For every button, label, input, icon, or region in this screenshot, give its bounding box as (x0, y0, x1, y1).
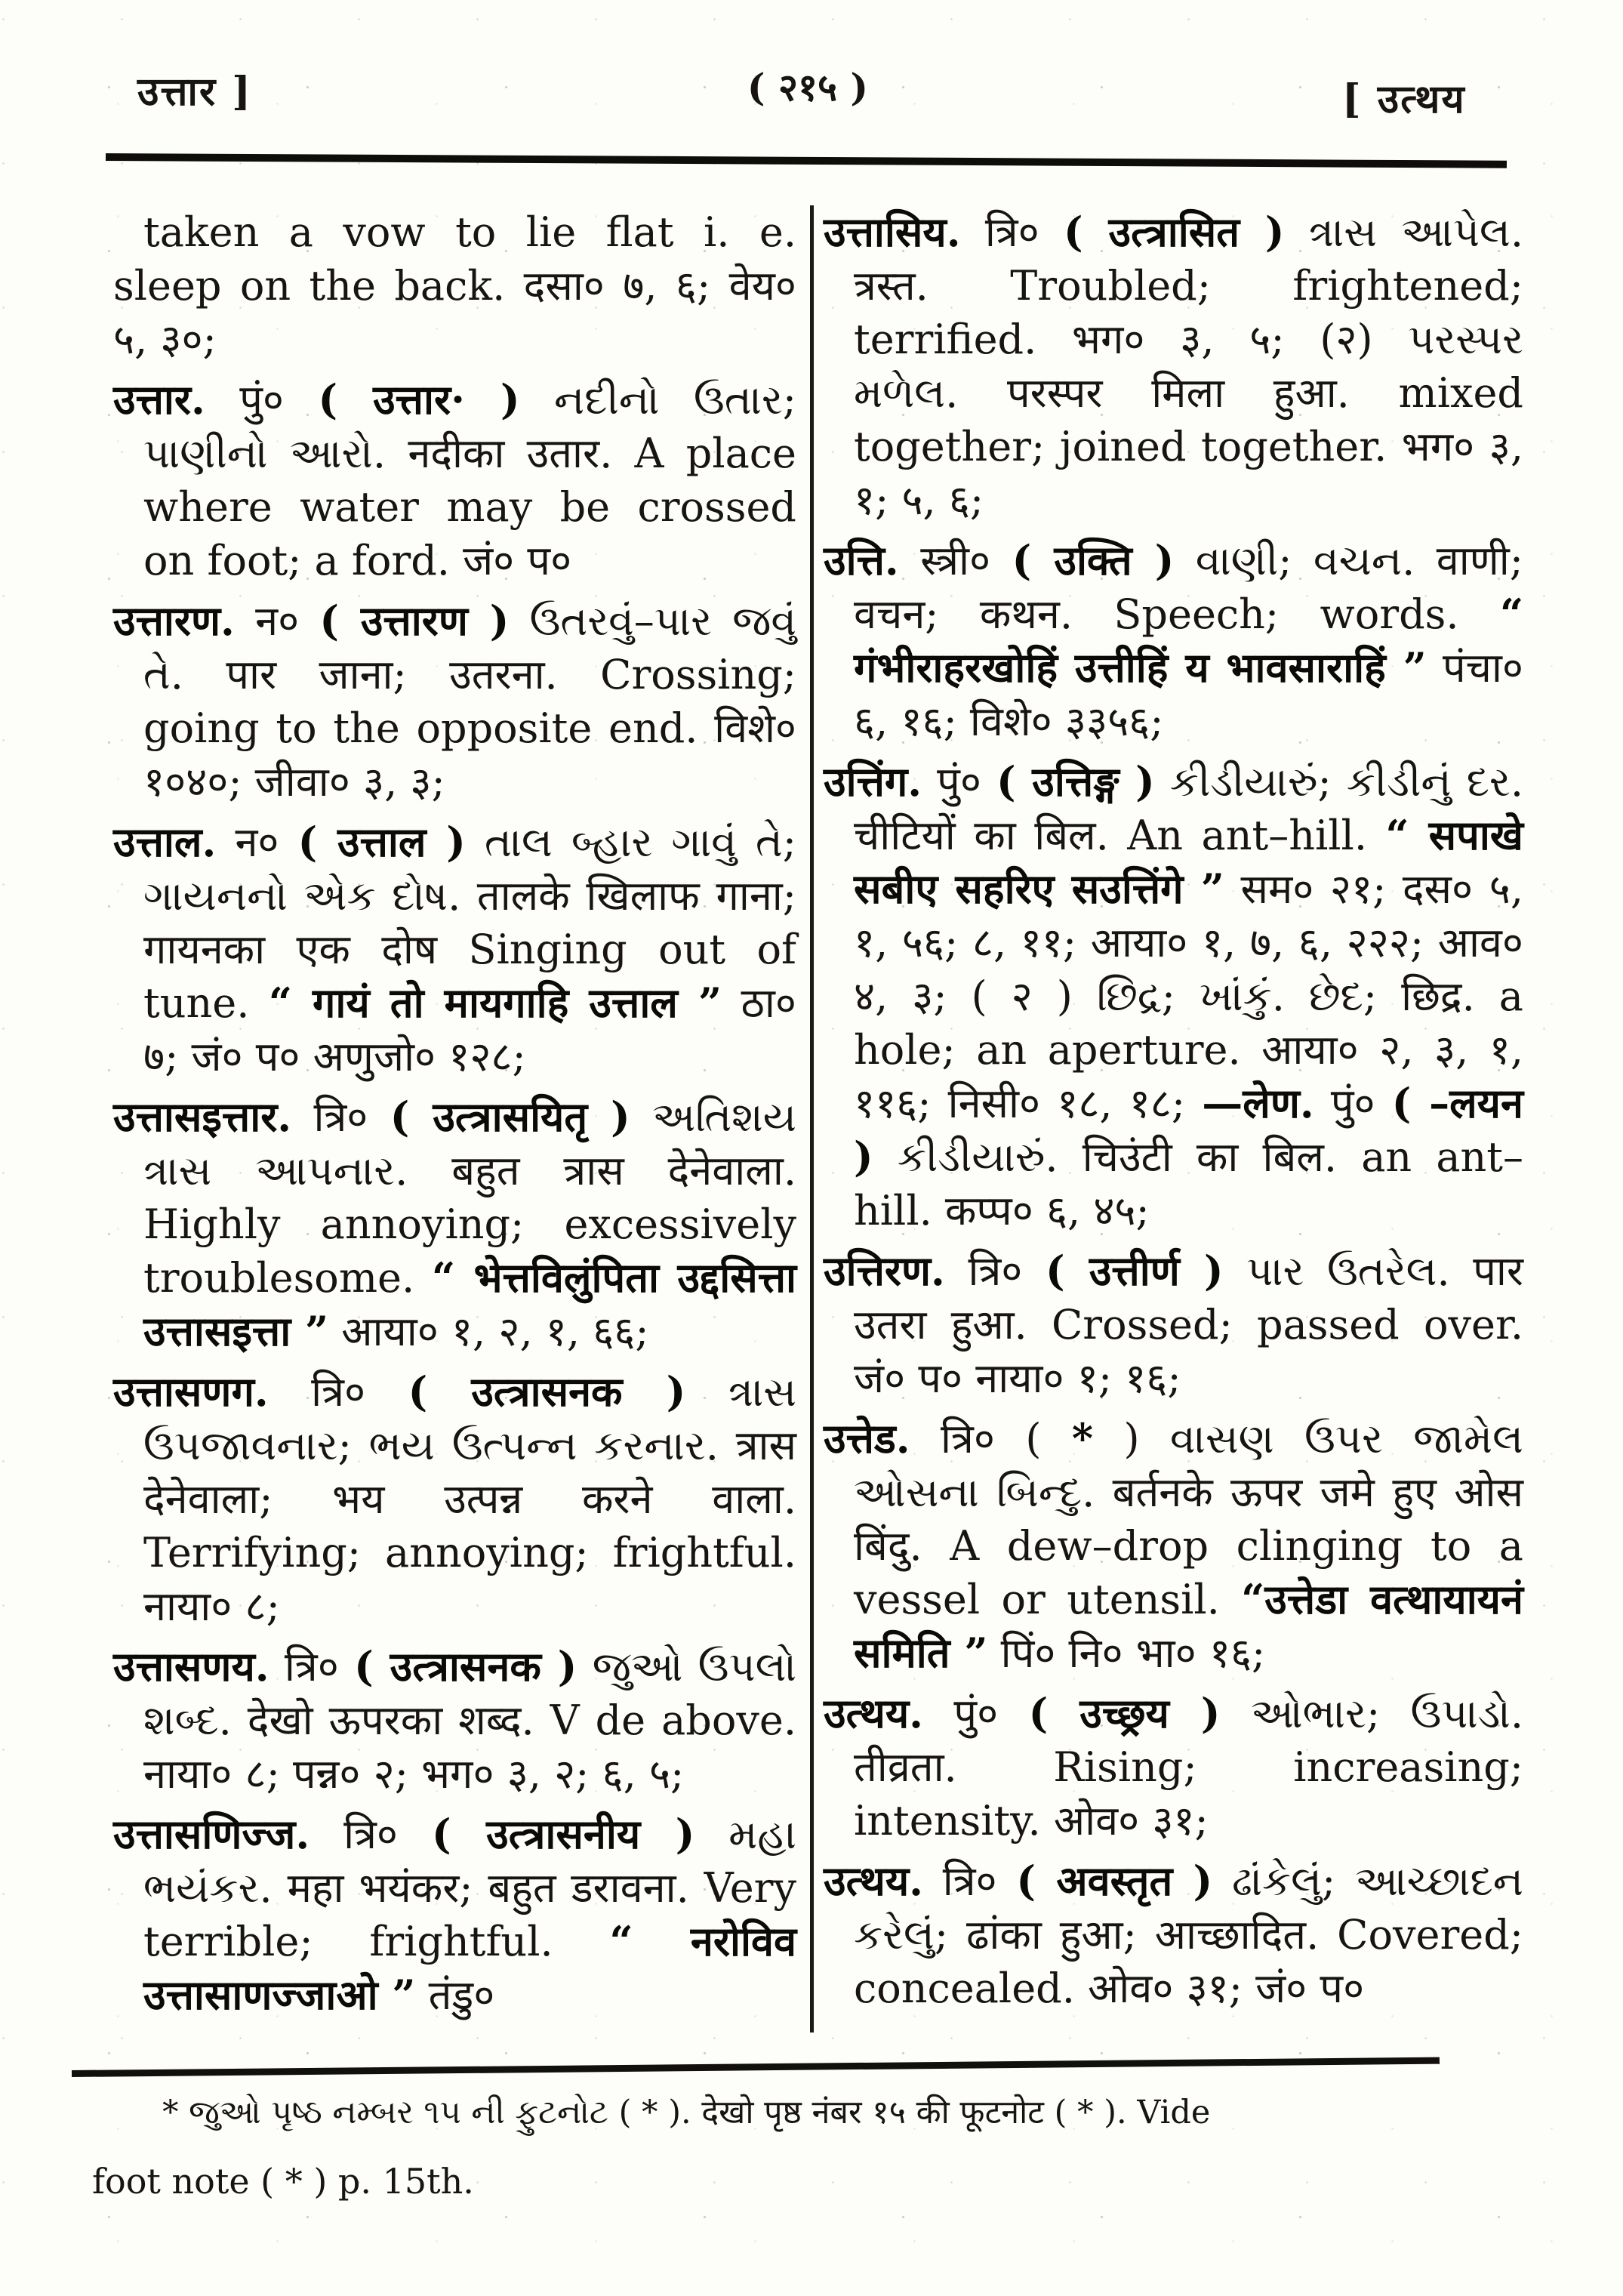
entry-bold-text: ( उत्त्रासयितृ ) (390, 1093, 630, 1141)
header-guide-word-left: उत्तार ] (137, 69, 252, 115)
footnote-rule (72, 2057, 1440, 2077)
dictionary-entry (824, 1854, 1523, 2015)
entry-text: त्रि० (268, 1368, 408, 1416)
entry-headword: उत्थय. (824, 1857, 923, 1905)
footnote-line-2: foot note ( * ) p. 15th. (92, 2161, 474, 2202)
entry-bold-text: ( उत्तीर्ण ) (1046, 1247, 1224, 1295)
entry-text: ઓભાર; ઉપાડો. तीव्रता. Rising; increasing; intensity. ओव० ३१; (854, 1690, 1523, 1845)
entry-text: વાણી; વચન. वाणी; वचन; कथन. Speech; words. (854, 537, 1523, 638)
entry-headword: उत्तासणिज्ज. (113, 1810, 310, 1858)
dictionary-entry (113, 205, 796, 366)
dictionary-entry (113, 1365, 796, 1633)
entry-bold-text: ( उत्ताल ) (297, 818, 466, 866)
entry-bold-text: * (1071, 1414, 1094, 1462)
dictionary-entry (113, 594, 796, 809)
entry-headword: उत्ताल. (113, 818, 217, 866)
entry-text: त्रि० (310, 1811, 432, 1858)
dictionary-entry (113, 815, 796, 1083)
entry-headword: उत्ति. (824, 536, 899, 584)
entry-text: ठा० ७; जं० प० अणुजो० १२८; (143, 979, 796, 1080)
entry-text: त्रि० (269, 1643, 355, 1690)
entry-text: ત્રાસ આપેલ. त्रस्त. Troubled; frightened; terrified. भग० ३, ५; (२) પરસ્પર મળેલ. परस्पर मिला हुआ. mixed together; joined together. भग० ३, १; ५, ६; (854, 208, 1523, 524)
entry-text: त्रि० (944, 1247, 1046, 1295)
entry-headword: उत्तासणग. (113, 1367, 269, 1416)
entry-bold-text: ( उत्तारण ) (319, 596, 510, 645)
entry-headword: उत्तासिय. (824, 208, 961, 256)
dictionary-entry (824, 1687, 1523, 1848)
entry-headword: उत्तिरण. (824, 1247, 945, 1295)
entry-bold-text: “ गंभीराहरखोहिं उत्तीहिं य भावसाराहिं ” (854, 590, 1523, 692)
entry-text: न० (234, 597, 320, 645)
entry-text: ) વાસણ ઉપર જામેલ ઓસના બિન્દુ. बर्तनके ऊपर जमे हुए ओस बिंदु. A dew–drop clinging to a vessel or utensil. (854, 1415, 1523, 1623)
header-rule (106, 153, 1507, 168)
entry-headword: उत्तारण. (113, 596, 235, 645)
entry-text: पुं० (922, 758, 997, 806)
dictionary-entry (113, 1090, 796, 1358)
entry-bold-text: ( उत्त्रासनक ) (354, 1642, 577, 1690)
entry-bold-text: “ गायं तो मायगाहि उत्ताल ” (268, 978, 722, 1027)
entry-text: જુઓ ઉપલો શબ્દ. देखो ऊपरका शब्द. V de above. नाया० ८; पन्न० २; भग० ३, २; ६, ५; (143, 1643, 796, 1798)
entry-bold-text: ( –लयन ) (854, 1079, 1523, 1181)
dictionary-entry (824, 205, 1523, 527)
dictionary-entry (824, 755, 1523, 1237)
entry-text: न० (216, 818, 298, 866)
entry-text: पुं० (205, 376, 319, 424)
entry-bold-text: ( उत्तिङ्ग ) (996, 757, 1155, 806)
entry-bold-text: ( उत्तार· ) (318, 375, 520, 424)
dictionary-columns (113, 205, 1523, 2032)
dictionary-entry (113, 1808, 796, 2022)
entry-text: पिं० नि० भा० १६; (987, 1629, 1266, 1677)
footnote-line-1: * જુઓ પૃષ્ઠ નમ્બર ૧૫ ની ફુટનોટ ( * ). देखो पृष्ठ नंबर १५ की फूटनोट ( * ). Vide (162, 2094, 1211, 2131)
entry-text: आया० १, २, १, ६६; (328, 1308, 649, 1355)
entry-text: મહા ભયંકર. महा भयंकर; बहुत डरावना. Very terrible; frightful. (143, 1811, 796, 1965)
dictionary-entry (824, 534, 1523, 748)
entry-bold-text: ( उत्त्रासित ) (1064, 208, 1285, 256)
dictionary-entry (824, 1244, 1523, 1405)
right-column (824, 205, 1523, 2032)
entry-bold-text: “ नरोविव उत्तासाणज्जाओ ” (143, 1917, 796, 2019)
entry-bold-text: —लेण. (1202, 1079, 1314, 1127)
entry-text: स्त्री० (898, 537, 1012, 584)
entry-text: taken a vow to lie flat i. e. sleep on the back. दसा० ७, ६; वेय० ५, ३०; (113, 208, 796, 363)
dictionary-entry (824, 1412, 1523, 1680)
entry-headword: उत्तिंग. (824, 757, 922, 806)
entry-text: ઢાંકેલું; આચ્છાદન કરેલું; ढांका हुआ; आच्छादित. Covered; concealed. ओव० ३१; जं० प० (854, 1857, 1523, 2012)
entry-headword: उत्थय. (824, 1689, 923, 1737)
entry-headword: उत्तेड. (824, 1414, 910, 1462)
entry-text: सम० २१; दस० ५, १, ५६; ८, ११; आया० १, ७, ६, २२२; आव० ४, ३; ( २ ) છિદ્ર; ખાંકું. છેદ; छिद्र. a hole; an aperture. आया० २, ३, १, ११६; निसी० १८, १८; (854, 865, 1523, 1127)
entry-text: पंचा० ६, १६; विशे० ३३५६; (854, 644, 1523, 745)
header-guide-word-right: [ उत्थय (1342, 76, 1466, 122)
entry-text: અતિશય ત્રાસ આપનાર. बहुत त्रास देनेवाला. Highly annoying; excessively troublesome. (143, 1093, 796, 1302)
entry-bold-text: ( अवस्तृत ) (1016, 1857, 1213, 1905)
entry-bold-text: ( उच्छ्रय ) (1028, 1689, 1221, 1737)
page-number: ( २१५ ) (747, 65, 869, 109)
entry-headword: उत्तार. (113, 375, 205, 424)
column-divider-rule (810, 205, 814, 2032)
entry-bold-text: ( उक्ति ) (1012, 536, 1175, 584)
entry-text: નદીનો ઉતાર; પાણીનો આરો. नदीका उतार. A place where water may be crossed on foot; a ford. जं० प० (143, 376, 796, 584)
left-column (113, 205, 796, 2032)
entry-text: ઉતરવું–પાર જવું તે. पार जाना; उतरना. Crossing; going to the opposite end. विशे० १०४०; जीवा० ३, ३; (143, 597, 796, 806)
entry-text: त्रि० ( (910, 1415, 1072, 1462)
entry-text: કીડીયારું. चिउंटी का बिल. an ant–hill. कप्प० ६, ४५; (854, 1133, 1523, 1234)
entry-text: પાર ઉતરેલ. पार उतरा हुआ. Crossed; passed over. जं० प० नाया० १; १६; (854, 1247, 1523, 1402)
entry-text: ત્રાસ ઉપજાવનાર; ભય ઉત્પન્ન કરનાર. त्रास देनेवाला; भय उत्पन्न करने वाला. Terrifying; annoying; frightful. नाया० ८; (143, 1368, 796, 1630)
entry-bold-text: “ भेत्तविलुंपिता उद्दसित्ता उत्तासइत्ता ” (143, 1253, 797, 1355)
dictionary-entry (113, 373, 796, 587)
entry-text: पुं० (1313, 1080, 1392, 1127)
entry-bold-text: ( उत्त्रासनीय ) (431, 1810, 695, 1858)
entry-bold-text: ( उत्त्रासनक ) (408, 1367, 686, 1416)
entry-text: તાલ બ્હાર ગાવું તે; ગાયનનો એક દોષ. तालके खिलाफ गाना; गायनका एक दोष Singing out of tune. (143, 818, 796, 1027)
entry-headword: उत्तासइत्तार. (113, 1093, 292, 1141)
entry-bold-text: “उत्तेडा वत्थायायनं समिति ” (854, 1575, 1523, 1677)
entry-text: કીડીયારું; કીડીનું દર. चीटियों का बिल. An ant–hill. (854, 758, 1523, 859)
entry-text: त्रि० (960, 208, 1064, 256)
entry-headword: उत्तासणय. (113, 1642, 269, 1690)
dictionary-entry (113, 1640, 796, 1801)
entry-text: तंडु० (415, 1971, 495, 2019)
entry-text: पुं० (922, 1690, 1029, 1737)
entry-text: त्रि० (922, 1857, 1017, 1905)
entry-text: त्रि० (291, 1093, 390, 1141)
entry-bold-text: “ सपाखे सबीए सहरिए सउत्तिंगे ” (854, 811, 1523, 913)
